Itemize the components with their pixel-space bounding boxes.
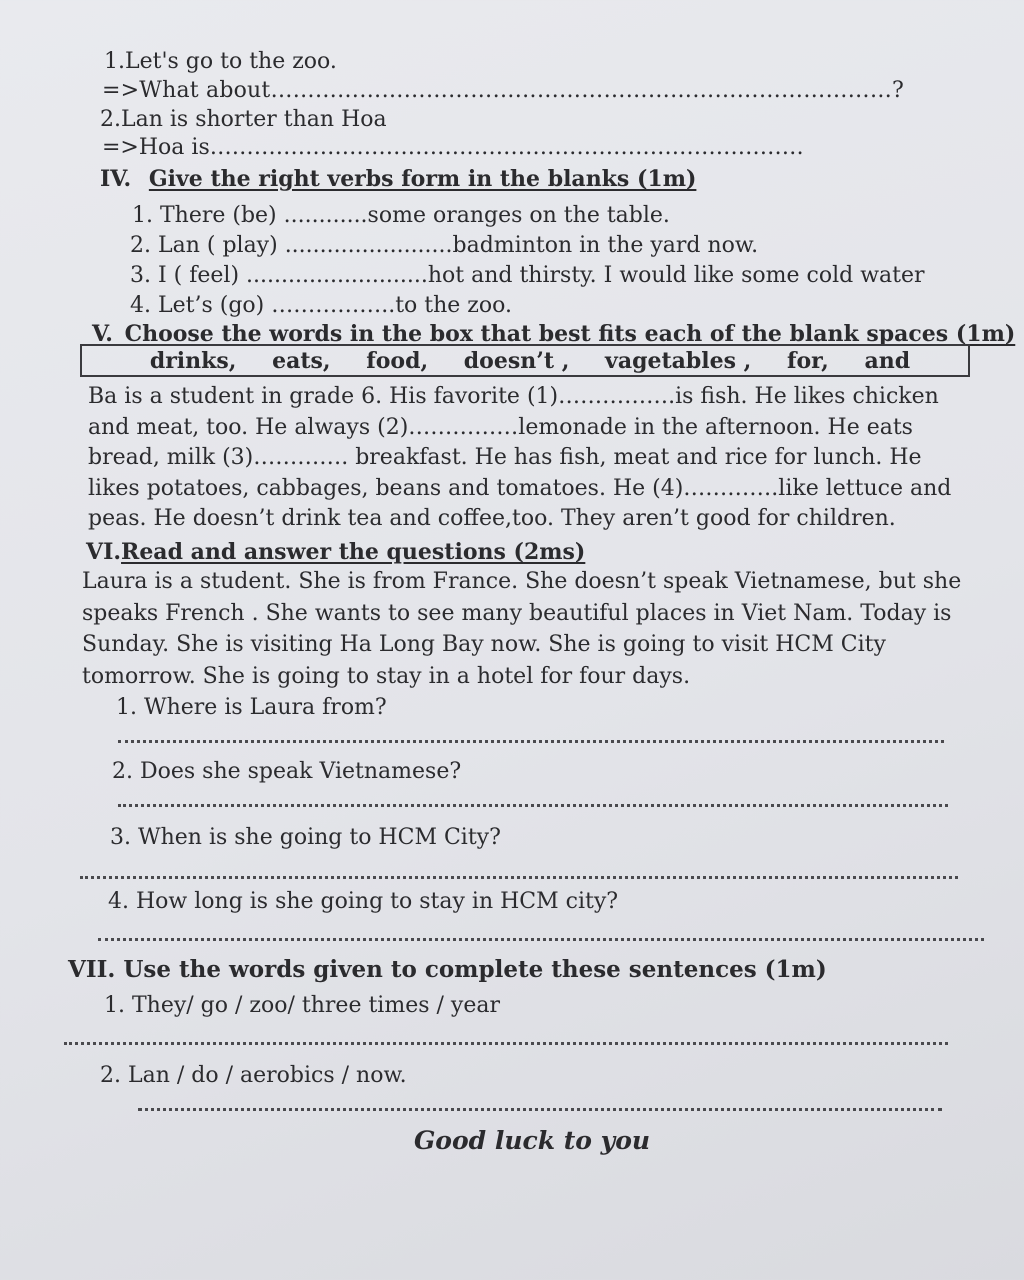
passage-line: Sunday. She is visiting Ha Long Bay now. She is going to visit HCM City — [82, 632, 886, 657]
verb-item-1[interactable]: 1. There (be) ............some oranges on the table. — [132, 203, 670, 228]
section-vi-passage — [82, 566, 961, 692]
answer-line-4[interactable] — [98, 938, 984, 941]
rewrite-question-2: 2.Lan is shorter than Hoa — [100, 107, 387, 132]
section-vi-title: Read and answer the questions (2ms) — [121, 539, 586, 565]
verb-item-2[interactable]: 2. Lan ( play) ........................badminton in the yard now. — [130, 233, 759, 258]
closing-message: Good luck to you — [413, 1126, 651, 1155]
passage-line: speaks French . She wants to see many beautiful places in Viet Nam. Today is — [82, 600, 952, 626]
section-v-passage — [88, 382, 951, 535]
passage-line: tomorrow. She is going to stay in a hotel for four days. — [82, 663, 691, 689]
section-vi-number: VI. — [86, 539, 122, 565]
section-iv-number: IV. — [100, 166, 132, 192]
passage-line: Laura is a student. She is from France. She doesn’t speak Vietnamese, but she — [82, 569, 962, 594]
passage-line: and meat, too. He always (2)……………lemonade in the afternoon. He eats — [88, 414, 913, 440]
word-option: eats, — [272, 347, 331, 374]
section-iv-heading — [100, 165, 696, 193]
sentence-answer-line-2[interactable] — [138, 1108, 942, 1111]
rewrite-question-1: 1.Let's go to the zoo. — [104, 49, 337, 74]
passage-line: Ba is a student in grade 6. His favorite (1)…………….is fish. He likes chicken — [88, 384, 939, 409]
question-2: 2. Does she speak Vietnamese? — [112, 759, 462, 784]
section-vii-heading: VII. Use the words given to complete these sentences (1m) — [68, 956, 827, 983]
verb-item-3[interactable]: 3. I ( feel) ..........................hot and thirsty. I would like some cold water — [130, 263, 925, 288]
section-v-title: Choose the words in the box that best fits each of the blank spaces (1m) — [124, 321, 1016, 347]
passage-line: peas. He doesn’t drink tea and coffee,too. They aren’t good for children. — [88, 506, 896, 531]
question-4: 4. How long is she going to stay in HCM city? — [108, 889, 619, 914]
question-3: 3. When is she going to HCM City? — [110, 825, 501, 850]
verb-item-4[interactable]: 4. Let’s (go) ……………..to the zoo. — [130, 293, 512, 318]
sentence-item-1: 1. They/ go / zoo/ three times / year — [104, 993, 500, 1018]
section-v-number: V. — [92, 321, 113, 347]
section-vi-heading — [86, 538, 585, 566]
word-option: for, — [787, 347, 829, 374]
word-option: vagetables , — [605, 347, 752, 374]
answer-line-2[interactable] — [118, 804, 948, 807]
word-option: doesn’t , — [463, 347, 570, 374]
passage-line: likes potatoes, cabbages, beans and tomatoes. He (4)………….like lettuce and — [88, 475, 952, 501]
section-iv-title: Give the right verbs form in the blanks (1m) — [148, 166, 697, 192]
sentence-item-2: 2. Lan / do / aerobics / now. — [100, 1063, 407, 1088]
word-option: and — [864, 347, 911, 374]
answer-line-3[interactable] — [80, 876, 958, 879]
sentence-answer-line-1[interactable] — [64, 1042, 948, 1045]
word-option: food, — [366, 347, 429, 374]
rewrite-answer-line-1[interactable]: =>What about…………………………………………………………………………? — [102, 78, 905, 103]
passage-line: bread, milk (3)…………. breakfast. He has fish, meat and rice for lunch. He — [88, 445, 922, 470]
word-option: drinks, — [149, 347, 237, 374]
answer-line-1[interactable] — [118, 740, 944, 743]
question-1: 1. Where is Laura from? — [116, 695, 387, 720]
rewrite-answer-line-2[interactable]: =>Hoa is……………………………………………………………………… — [102, 135, 804, 160]
word-box — [80, 344, 970, 377]
